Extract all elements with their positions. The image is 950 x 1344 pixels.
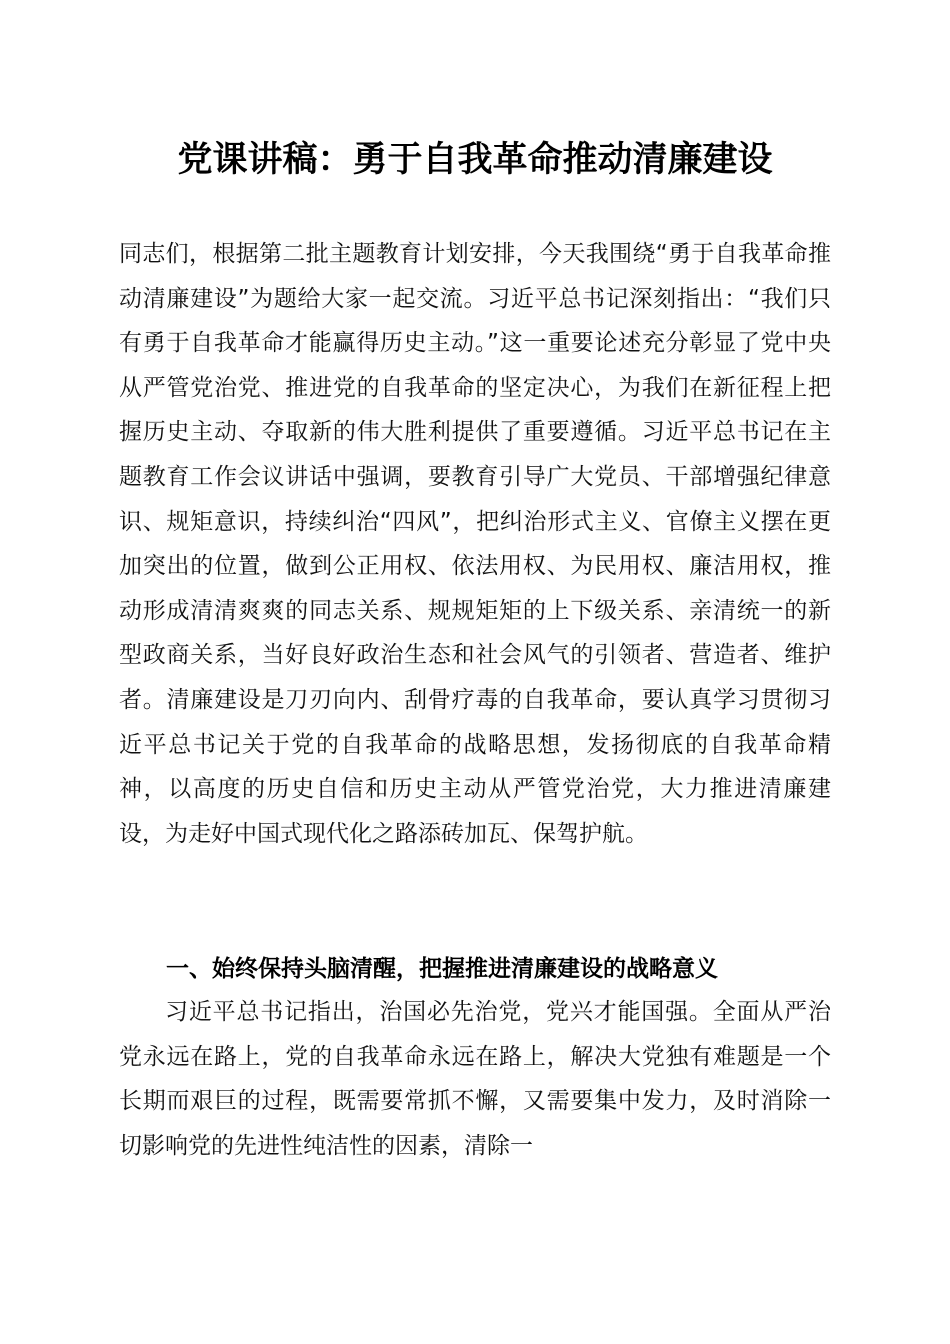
paragraph-section-one: 习近平总书记指出，治国必先治党，党兴才能国强。全面从严治党永远在路上，党的自我革命永远在路上，解决大党独有难题是一个长期而艰巨的过程，既需要常抓不懈，又需要集中发力，及时消除一切影响党的先进性纯洁性的因素，清除一	[119, 999, 831, 1159]
paragraph-intro: 同志们，根据第二批主题教育计划安排，今天我围绕“勇于自我革命推动清廉建设”为题给大家一起交流。习近平总书记深刻指出：“我们只有勇于自我革命才能赢得历史主动。”这一重要论述充分彰显了党中央从严管党治党、推进党的自我革命的坚定决心，为我们在新征程上把握历史主动、夺取新的伟大胜利提供了重要遵循。习近平总书记在主题教育工作会议讲话中强调，要教育引导广大党员、干部增强纪律意识、规矩意识，持续纠治“四风”，把纠治形式主义、官僚主义摆在更加突出的位置，做到公正用权、依法用权、为民用权、廉洁用权，推动形成清清爽爽的同志关系、规规矩矩的上下级关系、亲清统一的新型政商关系，当好良好政治生态和社会风气的引领者、营造者、维护者。清廉建设是刀刃向内、刮骨疗毒的自我革命，要认真学习贯彻习近平总书记关于党的自我革命的战略思想，发扬彻底的自我革命精神，以高度的历史自信和历史主动从严管党治党，大力推进清廉建设，为走好中国式现代化之路添砖加瓦、保驾护航。	[119, 241, 831, 847]
document-title: 党课讲稿：勇于自我革命推动清廉建设	[177, 139, 773, 180]
section-heading: 一、始终保持头脑清醒，把握推进清廉建设的战略意义	[166, 956, 718, 982]
